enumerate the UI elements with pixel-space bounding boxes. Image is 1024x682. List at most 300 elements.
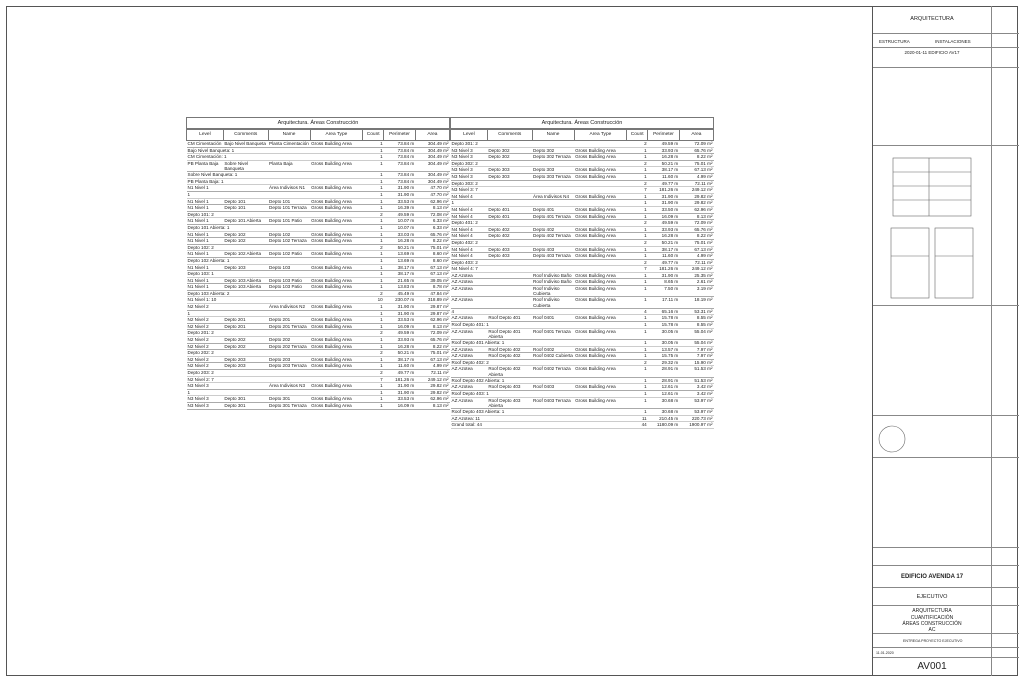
table-cell: N4 Nivel 4: [451, 206, 488, 213]
table-cell: 1: [363, 317, 384, 324]
table-cell: [310, 330, 363, 337]
table-cell: Depto 101 Terraza: [268, 205, 310, 212]
table-cell: [487, 160, 532, 167]
table-row: [451, 187, 714, 194]
table-row: [187, 205, 450, 212]
table-cell: 220.73 m²: [679, 415, 713, 422]
table-cell: 29.82 m²: [415, 389, 449, 396]
table-cell: 30.68 m: [648, 397, 680, 408]
table-cell: 65.76 m²: [679, 147, 713, 154]
table-cell: [574, 415, 627, 422]
table-cell: Depto 402: 2: [451, 239, 488, 246]
table-row: [451, 415, 714, 422]
table-cell: 8.13 m²: [415, 205, 449, 212]
table-cell: 51.53 m²: [679, 366, 713, 377]
table-cell: 28.91 m: [648, 366, 680, 377]
table-cell: Depto 201: [223, 323, 268, 330]
table-cell: Depto 403 Terraza: [532, 253, 574, 260]
table-row: [451, 141, 714, 148]
table-row: [187, 231, 450, 238]
table-cell: N2 Nivel 2: [187, 356, 224, 363]
table-cell: 304.49 m²: [415, 141, 449, 148]
table-cell: [310, 297, 363, 304]
table-cell: Gross Building Area: [574, 297, 627, 308]
table-cell: N4 Nivel 4: [451, 233, 488, 240]
table-cell: 30.05 m: [648, 328, 680, 339]
table-row: [451, 233, 714, 240]
table-cell: 49.77 m: [648, 180, 680, 187]
table-cell: Gross Building Area: [574, 328, 627, 339]
table-cell: 12.61 m: [648, 391, 680, 398]
table-cell: [532, 180, 574, 187]
table-row: [187, 264, 450, 271]
table-cell: [268, 224, 310, 231]
table-cell: Gross Building Area: [310, 231, 363, 238]
table-cell: 53.97 m²: [679, 397, 713, 408]
table-cell: 2: [627, 259, 648, 266]
table-cell: 67.13 m²: [415, 264, 449, 271]
table-cell: 304.49 m²: [415, 160, 449, 171]
table-cell: 1900.97 m²: [679, 422, 713, 429]
table-cell: Depto 403: [487, 246, 532, 253]
table-cell: 1: [627, 200, 648, 207]
title-block: [872, 6, 1018, 676]
table-cell: N2 Nivel 2: [187, 304, 224, 311]
table-row: [451, 346, 714, 353]
table-cell: 8.22 m²: [415, 343, 449, 350]
table-cell: N2 Nivel 2: [187, 337, 224, 344]
table-row: [451, 160, 714, 167]
table-cell: N2 Nivel 2: [187, 363, 224, 370]
table-cell: 65.76 m²: [415, 337, 449, 344]
table-cell: 1: [627, 377, 648, 384]
table-cell: Gross Building Area: [574, 315, 627, 322]
table-cell: Gross Building Area: [310, 218, 363, 225]
table-row: [451, 384, 714, 391]
table-cell: [223, 290, 268, 297]
table-cell: 38.17 m: [648, 246, 680, 253]
table-cell: [574, 308, 627, 315]
table-row: [451, 167, 714, 174]
table-cell: [487, 141, 532, 148]
signatures-row: [873, 458, 1019, 548]
table-row: [451, 239, 714, 246]
column-header: Count: [363, 130, 384, 141]
table-row: [451, 397, 714, 408]
table-cell: [487, 422, 532, 429]
table-cell: Gross Building Area: [574, 397, 627, 408]
table-cell: [310, 290, 363, 297]
table-cell: AZ Azotea: [451, 384, 488, 391]
table-cell: [532, 160, 574, 167]
table-cell: [223, 297, 268, 304]
table-cell: N1 Nivel 1: [187, 251, 224, 258]
table-cell: 16.28 m: [384, 343, 416, 350]
table-cell: 45.49 m: [384, 290, 416, 297]
table-cell: 51.53 m²: [679, 377, 713, 384]
table-cell: 6.33 m²: [415, 224, 449, 231]
table-row: [187, 178, 450, 185]
table-row: [187, 376, 450, 383]
table-cell: 72.11 m²: [679, 180, 713, 187]
table-cell: 181.26 m: [384, 376, 416, 383]
table-cell: Depto 402: [487, 233, 532, 240]
table-cell: [532, 266, 574, 273]
table-cell: 1: [627, 366, 648, 377]
table-cell: Gross Building Area: [574, 253, 627, 260]
area-schedule-right: [450, 117, 714, 429]
table-cell: [310, 370, 363, 377]
table-row: [451, 377, 714, 384]
table-cell: [574, 200, 627, 207]
table-cell: Gross Building Area: [310, 304, 363, 311]
table-cell: [268, 147, 310, 154]
table-cell: 13.83 m: [384, 284, 416, 291]
table-cell: Depto 302: [487, 147, 532, 154]
table-cell: N3 Nivel 3: [451, 173, 488, 180]
table-cell: Depto 301: 2: [451, 141, 488, 148]
table-cell: 33.53 m: [384, 198, 416, 205]
table-row: [187, 160, 450, 171]
table-cell: 1: [627, 173, 648, 180]
table-cell: Depto 101 Abierta: [223, 218, 268, 225]
table-row: [187, 356, 450, 363]
table-cell: [310, 376, 363, 383]
table-cell: 7.97 m²: [679, 346, 713, 353]
phase-row: [873, 588, 1019, 606]
table-row: [187, 172, 450, 179]
table-cell: [532, 377, 574, 384]
table-cell: 16.28 m: [384, 238, 416, 245]
table-cell: 39.05 m²: [415, 277, 449, 284]
sheet-title-row: [873, 606, 1019, 634]
table-cell: N1 Nivel 1: [187, 284, 224, 291]
table-cell: Depto 103: 1: [187, 271, 224, 278]
table-cell: Gross Building Area: [310, 317, 363, 324]
table-cell: Roof Depto 401: [487, 315, 532, 322]
table-cell: Depto 401: [532, 206, 574, 213]
table-cell: [223, 370, 268, 377]
table-cell: 1: [363, 402, 384, 409]
table-cell: Roof 0402 Terraza: [532, 366, 574, 377]
table-cell: 50.21 m: [384, 244, 416, 251]
table-cell: 8.22 m²: [415, 238, 449, 245]
key-plan-row: [873, 146, 1019, 306]
table-cell: N3 Nivel 3: [451, 154, 488, 161]
column-header: Comments: [223, 130, 268, 141]
table-cell: 249.12 m²: [415, 376, 449, 383]
table-cell: 73.84 m: [384, 141, 416, 148]
table-cell: 30.68 m: [648, 409, 680, 416]
table-cell: 38.17 m: [648, 167, 680, 174]
table-cell: [268, 310, 310, 317]
table-cell: Roof Depto 402: [487, 346, 532, 353]
table-cell: 181.26 m: [648, 266, 680, 273]
table-cell: Gross Building Area: [574, 154, 627, 161]
table-cell: [487, 259, 532, 266]
table-cell: Depto 103 Abierta: 2: [187, 290, 230, 296]
table-cell: [574, 160, 627, 167]
table-cell: Depto 202: [223, 343, 268, 350]
table-cell: AZ Azotea: [451, 286, 488, 297]
column-header: Perimeter: [384, 130, 416, 141]
table-cell: 1: [627, 226, 648, 233]
table-cell: Gross Building Area: [310, 198, 363, 205]
table-cell: 8.22 m²: [679, 233, 713, 240]
table-cell: Depto 203: [223, 363, 268, 370]
table-cell: Depto 302: [532, 147, 574, 154]
table-cell: AZ Azotea: [451, 328, 488, 339]
table-row: [451, 353, 714, 360]
table-cell: 1: [627, 346, 648, 353]
table-row: [451, 315, 714, 322]
table-cell: 1: [627, 272, 648, 279]
table-cell: AZ Azotea: [451, 397, 488, 408]
table-cell: 1: [627, 353, 648, 360]
date-row: [873, 648, 1019, 658]
table-row: [187, 284, 450, 291]
table-cell: N2 Nivel 2: [187, 323, 224, 330]
table-cell: 30.05 m: [648, 340, 680, 347]
table-cell: 67.13 m²: [415, 271, 449, 278]
table-cell: 18.19 m²: [679, 297, 713, 308]
table-cell: 1: [363, 389, 384, 396]
table-cell: Gross Building Area: [310, 264, 363, 271]
table-cell: 1: [627, 340, 648, 347]
table-cell: 7.97 m²: [679, 353, 713, 360]
sheet-discipline: ARQUITECTURA: [912, 608, 952, 614]
project-code-row: [873, 48, 1019, 68]
table-cell: [223, 191, 268, 198]
key-plan-drawing: [873, 146, 991, 306]
table-cell: 50.21 m: [648, 239, 680, 246]
table-cell: Roof Depto 403 Abierta: 1: [451, 409, 505, 415]
table-row: [451, 328, 714, 339]
table-cell: 16.09 m: [384, 323, 416, 330]
table-cell: 6.33 m²: [415, 218, 449, 225]
table-cell: Gross Building Area: [310, 205, 363, 212]
table-cell: [268, 244, 310, 251]
table-cell: 49.77 m: [648, 259, 680, 266]
table-cell: 2: [363, 350, 384, 357]
table-cell: 8.55 m²: [679, 315, 713, 322]
table-cell: Depto 101: [268, 198, 310, 205]
table-cell: Gross Building Area: [310, 238, 363, 245]
table-cell: 15.90 m²: [679, 359, 713, 366]
table-cell: 1: [363, 264, 384, 271]
table-cell: 1: [363, 160, 384, 171]
table-cell: Gross Building Area: [574, 193, 627, 200]
table-cell: [532, 340, 574, 347]
table-cell: 12.61 m: [648, 384, 680, 391]
table-cell: 31.90 m: [384, 191, 416, 198]
table-cell: 1: [627, 279, 648, 286]
table-row: [451, 147, 714, 154]
table-cell: Depto 301: [223, 396, 268, 403]
table-cell: Gross Building Area: [574, 272, 627, 279]
column-header: Name: [532, 130, 574, 141]
table-cell: Bajo Nivel Banqueta: 1: [187, 147, 235, 153]
table-cell: 15.78 m: [648, 322, 680, 329]
table-cell: Gross Building Area: [574, 246, 627, 253]
table-cell: 33.93 m: [648, 147, 680, 154]
table-cell: [310, 310, 363, 317]
table-cell: N1 Nivel 1: [187, 198, 224, 205]
table-cell: 47.84 m²: [415, 290, 449, 297]
table-cell: Roof Depto 401 Abierta: 1: [451, 340, 505, 346]
table-cell: Depto 103: [268, 264, 310, 271]
table-cell: Gross Building Area: [574, 346, 627, 353]
table-cell: Depto 102: [268, 231, 310, 238]
table-cell: Depto 201: [268, 317, 310, 324]
sheet-title-2: ÁREAS CONSTRUCCIÓN: [902, 621, 962, 627]
table-cell: 38.17 m: [384, 271, 416, 278]
table-row: [187, 323, 450, 330]
table-cell: Depto 102 Abierta: 1: [187, 257, 230, 263]
table-cell: 11.60 m: [384, 363, 416, 370]
table-cell: [574, 340, 627, 347]
table-cell: 31.90 m: [384, 310, 416, 317]
table-cell: [223, 185, 268, 192]
table-cell: [532, 239, 574, 246]
table-row: [187, 370, 450, 377]
table-row: [187, 257, 450, 264]
table-cell: Depto 202: [223, 337, 268, 344]
table-row: [451, 266, 714, 273]
table-cell: Roof 0402: [532, 346, 574, 353]
table-cell: Depto 102: [223, 231, 268, 238]
table-row: [187, 402, 450, 409]
table-cell: 75.01 m²: [679, 239, 713, 246]
project-code: 2020-01-11 EDIFICIO AV17: [904, 50, 960, 55]
table-cell: [574, 239, 627, 246]
table-cell: 29.87 m²: [415, 304, 449, 311]
table-cell: [532, 259, 574, 266]
table-cell: 8.22 m²: [679, 154, 713, 161]
table-cell: Depto 201 Terraza: [268, 323, 310, 330]
table-cell: [268, 257, 310, 264]
project-name: EDIFICIO AVENIDA 17: [900, 574, 964, 580]
table-cell: [268, 350, 310, 357]
table-cell: 1: [187, 191, 224, 198]
column-header: Area Type: [310, 130, 363, 141]
table-cell: [487, 239, 532, 246]
table-cell: Depto 101 Abierta: 1: [187, 224, 230, 230]
table-cell: 1: [363, 238, 384, 245]
table-cell: 16.28 m: [648, 233, 680, 240]
table-cell: AZ Azotea: [451, 346, 488, 353]
table-cell: 29.87 m²: [415, 310, 449, 317]
table-cell: 72.09 m²: [415, 330, 449, 337]
table-cell: 249.12 m²: [679, 266, 713, 273]
table-cell: Depto 202 Terraza: [268, 343, 310, 350]
table-cell: 1: [627, 246, 648, 253]
table-row: [187, 218, 450, 225]
table-cell: AZ Azotea: 11: [451, 415, 488, 422]
table-cell: Depto 103: [223, 264, 268, 271]
table-cell: 1: [363, 310, 384, 317]
table-cell: AZ Azotea: [451, 315, 488, 322]
table-cell: [574, 377, 627, 384]
table-cell: 4: [451, 308, 488, 315]
table-cell: [223, 330, 268, 337]
table-row: [187, 244, 450, 251]
table-cell: 304.49 m²: [415, 172, 449, 179]
table-cell: 16.39 m: [384, 205, 416, 212]
table-row: [187, 198, 450, 205]
column-header: Area: [415, 130, 449, 141]
table-cell: [574, 187, 627, 194]
table-cell: 73.84 m: [384, 154, 416, 161]
table-cell: N3 Nivel 3: [451, 147, 488, 154]
table-cell: [268, 271, 310, 278]
table-cell: 249.12 m²: [679, 187, 713, 194]
table-cell: 1: [363, 337, 384, 344]
table-row: [451, 180, 714, 187]
table-cell: [310, 154, 363, 161]
table-row: [187, 310, 450, 317]
table-cell: [487, 391, 532, 398]
table-cell: [574, 266, 627, 273]
table-cell: PB Planta Baja: 1: [187, 178, 224, 184]
table-cell: Depto 401: 2: [451, 220, 488, 227]
table-cell: 31.90 m: [648, 200, 680, 207]
table-cell: 31.90 m: [648, 193, 680, 200]
table-cell: Depto 402: [532, 226, 574, 233]
table-cell: 1: [627, 391, 648, 398]
table-cell: Depto 402 Terraza: [532, 233, 574, 240]
sheet-number: AV001: [917, 661, 947, 672]
table-cell: N2 Nivel 2: [187, 343, 224, 350]
table-cell: 72.08 m²: [415, 211, 449, 218]
table-cell: [487, 359, 532, 366]
area-schedule-left: [186, 117, 450, 410]
table-cell: Depto 302: [487, 154, 532, 161]
table-cell: 1: [187, 389, 224, 396]
table-cell: 31.90 m: [384, 389, 416, 396]
table-cell: 49.59 m: [648, 220, 680, 227]
table-cell: Depto 101: [223, 205, 268, 212]
table-cell: 1: [627, 193, 648, 200]
table-cell: Depto 102 Terraza: [268, 238, 310, 245]
table-row: [187, 211, 450, 218]
table-row: [451, 272, 714, 279]
table-cell: 1: [363, 172, 384, 179]
table-cell: Depto 101: 2: [187, 211, 224, 218]
table-cell: 55.04 m²: [679, 328, 713, 339]
table-cell: N4 Nivel 4: [451, 226, 488, 233]
table-cell: 31.90 m: [384, 304, 416, 311]
table-cell: 72.09 m²: [679, 220, 713, 227]
table-cell: [487, 279, 532, 286]
table-cell: 2: [363, 211, 384, 218]
table-cell: [532, 409, 574, 416]
table-cell: [532, 322, 574, 329]
table-cell: 1: [363, 356, 384, 363]
table-cell: Gross Building Area: [574, 206, 627, 213]
table-cell: [532, 415, 574, 422]
table-cell: Depto 103 Patio: [268, 284, 310, 291]
table-cell: Gross Building Area: [574, 286, 627, 297]
table-cell: Roof 0403: [532, 384, 574, 391]
table-row: [187, 271, 450, 278]
table-cell: 8.60 m²: [415, 251, 449, 258]
table-cell: [487, 193, 532, 200]
table-cell: 1: [363, 284, 384, 291]
table-cell: 1: [363, 383, 384, 390]
table-cell: Gross Building Area: [310, 343, 363, 350]
table-cell: Planta Cimentación: [269, 141, 309, 146]
